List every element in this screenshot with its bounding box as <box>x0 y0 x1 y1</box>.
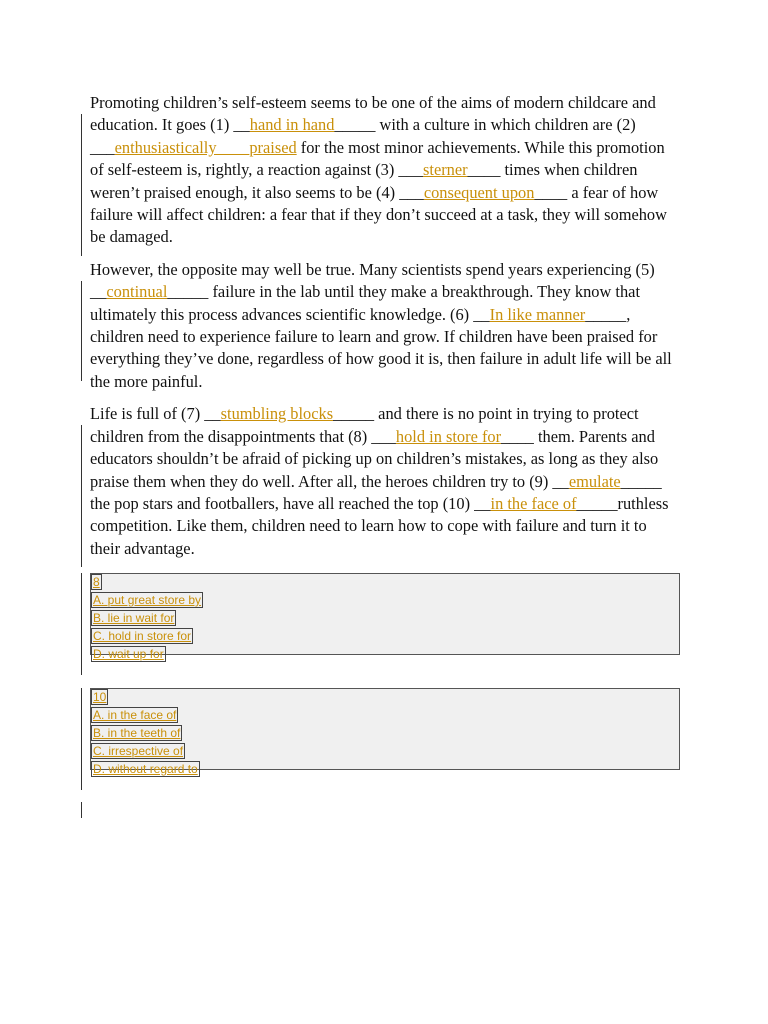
text-cursor <box>81 802 82 818</box>
paragraph-text: However, the opposite may well be true. Many scientists spend years experiencing (5) __ <box>90 259 655 302</box>
option-d[interactable]: D. wait up for <box>93 647 164 661</box>
paragraph-1 <box>90 92 680 249</box>
paragraph-text: _____ the pop stars and footballers, have all reached the top (10) __ <box>90 471 662 513</box>
paragraph-text: Promoting children’s self-esteem seems to be one of the aims of modern childcare and education. It goes (1) __ <box>90 93 656 135</box>
filled-answer[interactable]: sterner <box>423 160 468 180</box>
paragraph-text: _____, children need to experience failure to learn and grow. If children have been praised for everything they’ve done, regardless of how good it is, then failure in adult life will be all the more painful. <box>90 304 672 391</box>
paragraph-text: for the most minor achievements. While this promotion of self-esteem is, rightly, a reaction against (3) ___ <box>90 137 665 180</box>
option-c[interactable]: C. hold in store for <box>93 629 192 643</box>
paragraph-text: ____ a fear of how failure will affect children: a fear that if they don’t succeed at a task, they will somehow be damaged. <box>90 182 667 247</box>
filled-answer[interactable]: in the face of <box>490 493 577 513</box>
filled-answer[interactable]: hold in store for <box>395 426 502 446</box>
paragraph-text: _____ failure in the lab until they make a breakthrough. They know that ultimately this process advances scientific knowledge. (6) __ <box>90 282 641 324</box>
paragraph-2 <box>90 259 680 393</box>
paragraph-text: Life is full of (7) __ <box>90 404 221 424</box>
option-b[interactable]: B. lie in wait for <box>93 611 175 625</box>
paragraph-text: ____ them. Parents and educators shouldn’t be afraid of picking up on children’s mistakes, as long as they also praise them when they do well. After all, the heroes children try to (9) __ <box>90 426 659 491</box>
filled-answer[interactable]: continual <box>106 282 168 302</box>
filled-answer[interactable]: stumbling blocks <box>220 404 334 424</box>
question-box-10[interactable] <box>90 688 680 776</box>
change-bar <box>81 425 82 567</box>
change-bar <box>81 281 82 381</box>
paragraph-text: ____ times when children weren’t praised enough, it also seems to be (4) ___ <box>90 160 638 202</box>
filled-answer[interactable]: emulate <box>568 471 621 491</box>
option-a[interactable]: A. put great store by <box>93 593 202 607</box>
paragraph-3 <box>90 403 680 560</box>
paragraph-text: _____ruthless competition. Like them, children need to learn how to cope with failure and turn it to their advantage. <box>90 493 669 558</box>
paragraph-text: _____ with a culture in which children are (2) ___ <box>90 115 636 157</box>
question-number: 8 <box>93 575 100 589</box>
change-bar <box>81 114 82 256</box>
question-number: 10 <box>93 690 107 704</box>
filled-answer[interactable]: enthusiastically____praised <box>114 137 297 157</box>
option-a[interactable]: A. in the face of <box>93 708 177 722</box>
change-bar <box>81 688 82 790</box>
filled-answer[interactable]: hand in hand <box>249 115 335 135</box>
question-box-8[interactable] <box>90 573 680 661</box>
option-d[interactable]: D. without regard to <box>93 762 198 776</box>
paragraph-text: _____ and there is no point in trying to protect children from the disappointments that (8) ___ <box>90 404 639 446</box>
document-body <box>90 92 680 570</box>
filled-answer[interactable]: consequent upon <box>423 182 535 202</box>
change-bar <box>81 573 82 675</box>
option-b[interactable]: B. in the teeth of <box>93 726 181 740</box>
filled-answer[interactable]: In like manner <box>489 304 586 324</box>
option-c[interactable]: C. irrespective of <box>93 744 184 758</box>
